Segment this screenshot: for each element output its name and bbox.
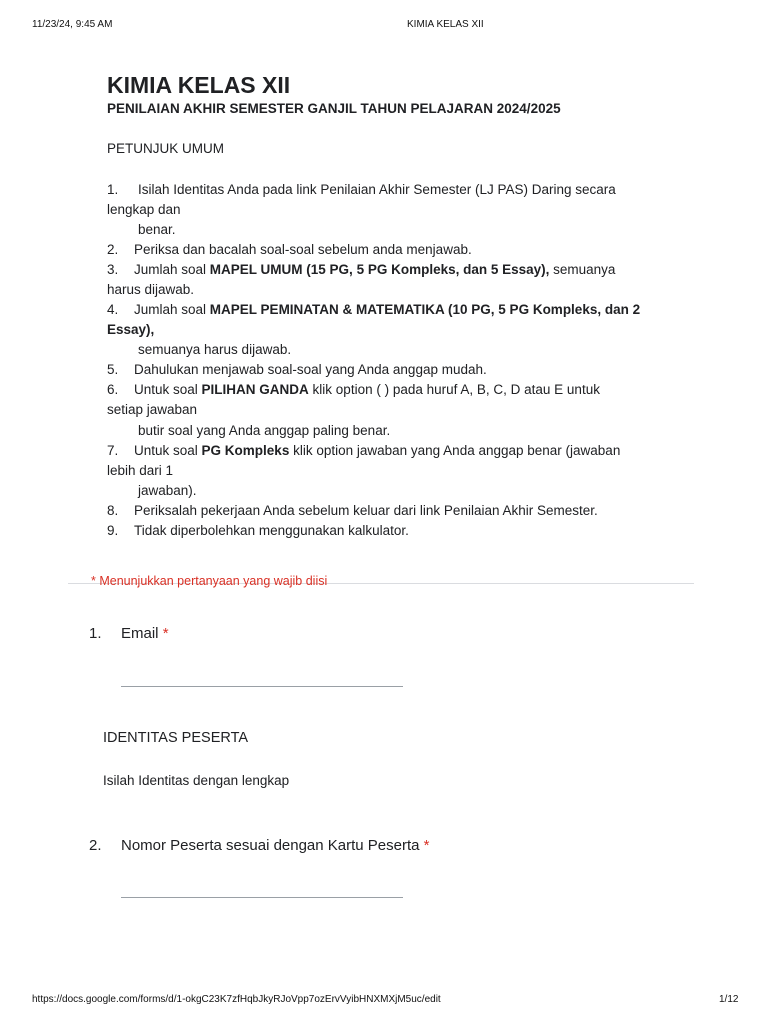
print-doc-title: KIMIA KELAS XII (407, 19, 484, 30)
instruction-text: Jumlah soal (134, 302, 210, 317)
instruction-number: 6. (107, 382, 119, 397)
instructions-heading: PETUNJUK UMUM (107, 141, 224, 156)
instruction-text: klik option jawaban yang Anda anggap benar (jawaban (289, 443, 621, 458)
instruction-number: 7. (107, 443, 119, 458)
instruction-number: 2. (107, 242, 119, 257)
instruction-number: 8. (107, 503, 119, 518)
question-participant-number (89, 837, 430, 854)
instruction-text: Jumlah soal (134, 262, 210, 277)
instruction-text: Periksa dan bacalah soal-soal sebelum anda menjawab. (134, 242, 472, 257)
instruction-item-4-cont (107, 321, 154, 339)
question-label: Email (121, 625, 159, 642)
instruction-text: Tidak diperbolehkan menggunakan kalkulator. (134, 523, 409, 538)
required-note: * Menunjukkan pertanyaan yang wajib diisi (91, 574, 328, 588)
form-title: KIMIA KELAS XII (107, 72, 291, 98)
instruction-item-1-cont: benar. (138, 222, 176, 237)
question-label: Nomor Peserta sesuai dengan Kartu Peserta (121, 837, 420, 854)
instruction-item-8 (107, 502, 598, 520)
instruction-emphasis: PG Kompleks (201, 443, 290, 458)
instruction-emphasis: PILIHAN GANDA (201, 382, 309, 397)
instruction-text: Dahulukan menjawab soal-soal yang Anda anggap mudah. (134, 362, 487, 377)
instruction-item-6-cont: setiap jawaban (107, 402, 198, 417)
instruction-item-7-cont: lebih dari 1 (107, 463, 174, 478)
question-email (89, 625, 169, 642)
instruction-item-2 (107, 241, 472, 259)
print-datetime: 11/23/24, 9:45 AM (32, 19, 113, 30)
instruction-item-7-cont: jawaban). (138, 483, 197, 498)
instruction-item-6 (107, 381, 600, 399)
instruction-emphasis: MAPEL PEMINATAN & MATEMATIKA (10 PG, 5 PG Kompleks, dan 2 (209, 302, 641, 317)
section-title: IDENTITAS PESERTA (103, 730, 249, 746)
participant-number-answer-field[interactable] (121, 897, 403, 898)
email-answer-field[interactable] (121, 686, 403, 687)
instruction-number: 3. (107, 262, 119, 277)
section-description: Isilah Identitas dengan lengkap (103, 773, 290, 788)
instruction-text: Periksalah pekerjaan Anda sebelum keluar dari link Penilaian Akhir Semester. (134, 503, 598, 518)
instruction-item-3 (107, 261, 615, 279)
instruction-number: 5. (107, 362, 119, 377)
instruction-text: Untuk soal (134, 382, 202, 397)
instruction-item-7 (107, 442, 620, 460)
instruction-item-6-cont: butir soal yang Anda anggap paling benar. (138, 423, 391, 438)
instruction-number: 4. (107, 302, 119, 317)
instruction-item-4-cont: semuanya harus dijawab. (138, 342, 292, 357)
form-subtitle: PENILAIAN AKHIR SEMESTER GANJIL TAHUN PELAJARAN 2024/2025 (107, 101, 561, 116)
instruction-emphasis: MAPEL UMUM (15 PG, 5 PG Kompleks, dan 5 Essay), (209, 262, 550, 277)
instruction-item-9 (107, 522, 409, 540)
instruction-item-4 (107, 301, 640, 319)
instruction-text: semuanya (549, 262, 616, 277)
required-asterisk: * (423, 837, 430, 854)
print-page-number: 1/12 (719, 994, 739, 1005)
instruction-emphasis: Essay), (107, 322, 155, 337)
required-asterisk: * (162, 625, 169, 642)
question-number: 1. (89, 625, 102, 642)
instruction-text: klik option ( ) pada huruf A, B, C, D atau E untuk (308, 382, 600, 397)
instruction-item-1 (107, 181, 616, 199)
instruction-text: Isilah Identitas Anda pada link Penilaian Akhir Semester (LJ PAS) Daring secara (138, 182, 616, 197)
instruction-item-3-cont: harus dijawab. (107, 282, 195, 297)
instruction-text: Untuk soal (134, 443, 202, 458)
instruction-item-5 (107, 361, 487, 379)
print-url: https://docs.google.com/forms/d/1-okgC23K7zfHqbJkyRJoVpp7ozErvVyibHNXMXjM5uc/edit (32, 994, 441, 1005)
instruction-number: 1. (107, 182, 119, 197)
instruction-number: 9. (107, 523, 119, 538)
question-number: 2. (89, 837, 102, 854)
instruction-item-1-cont: lengkap dan (107, 202, 181, 217)
